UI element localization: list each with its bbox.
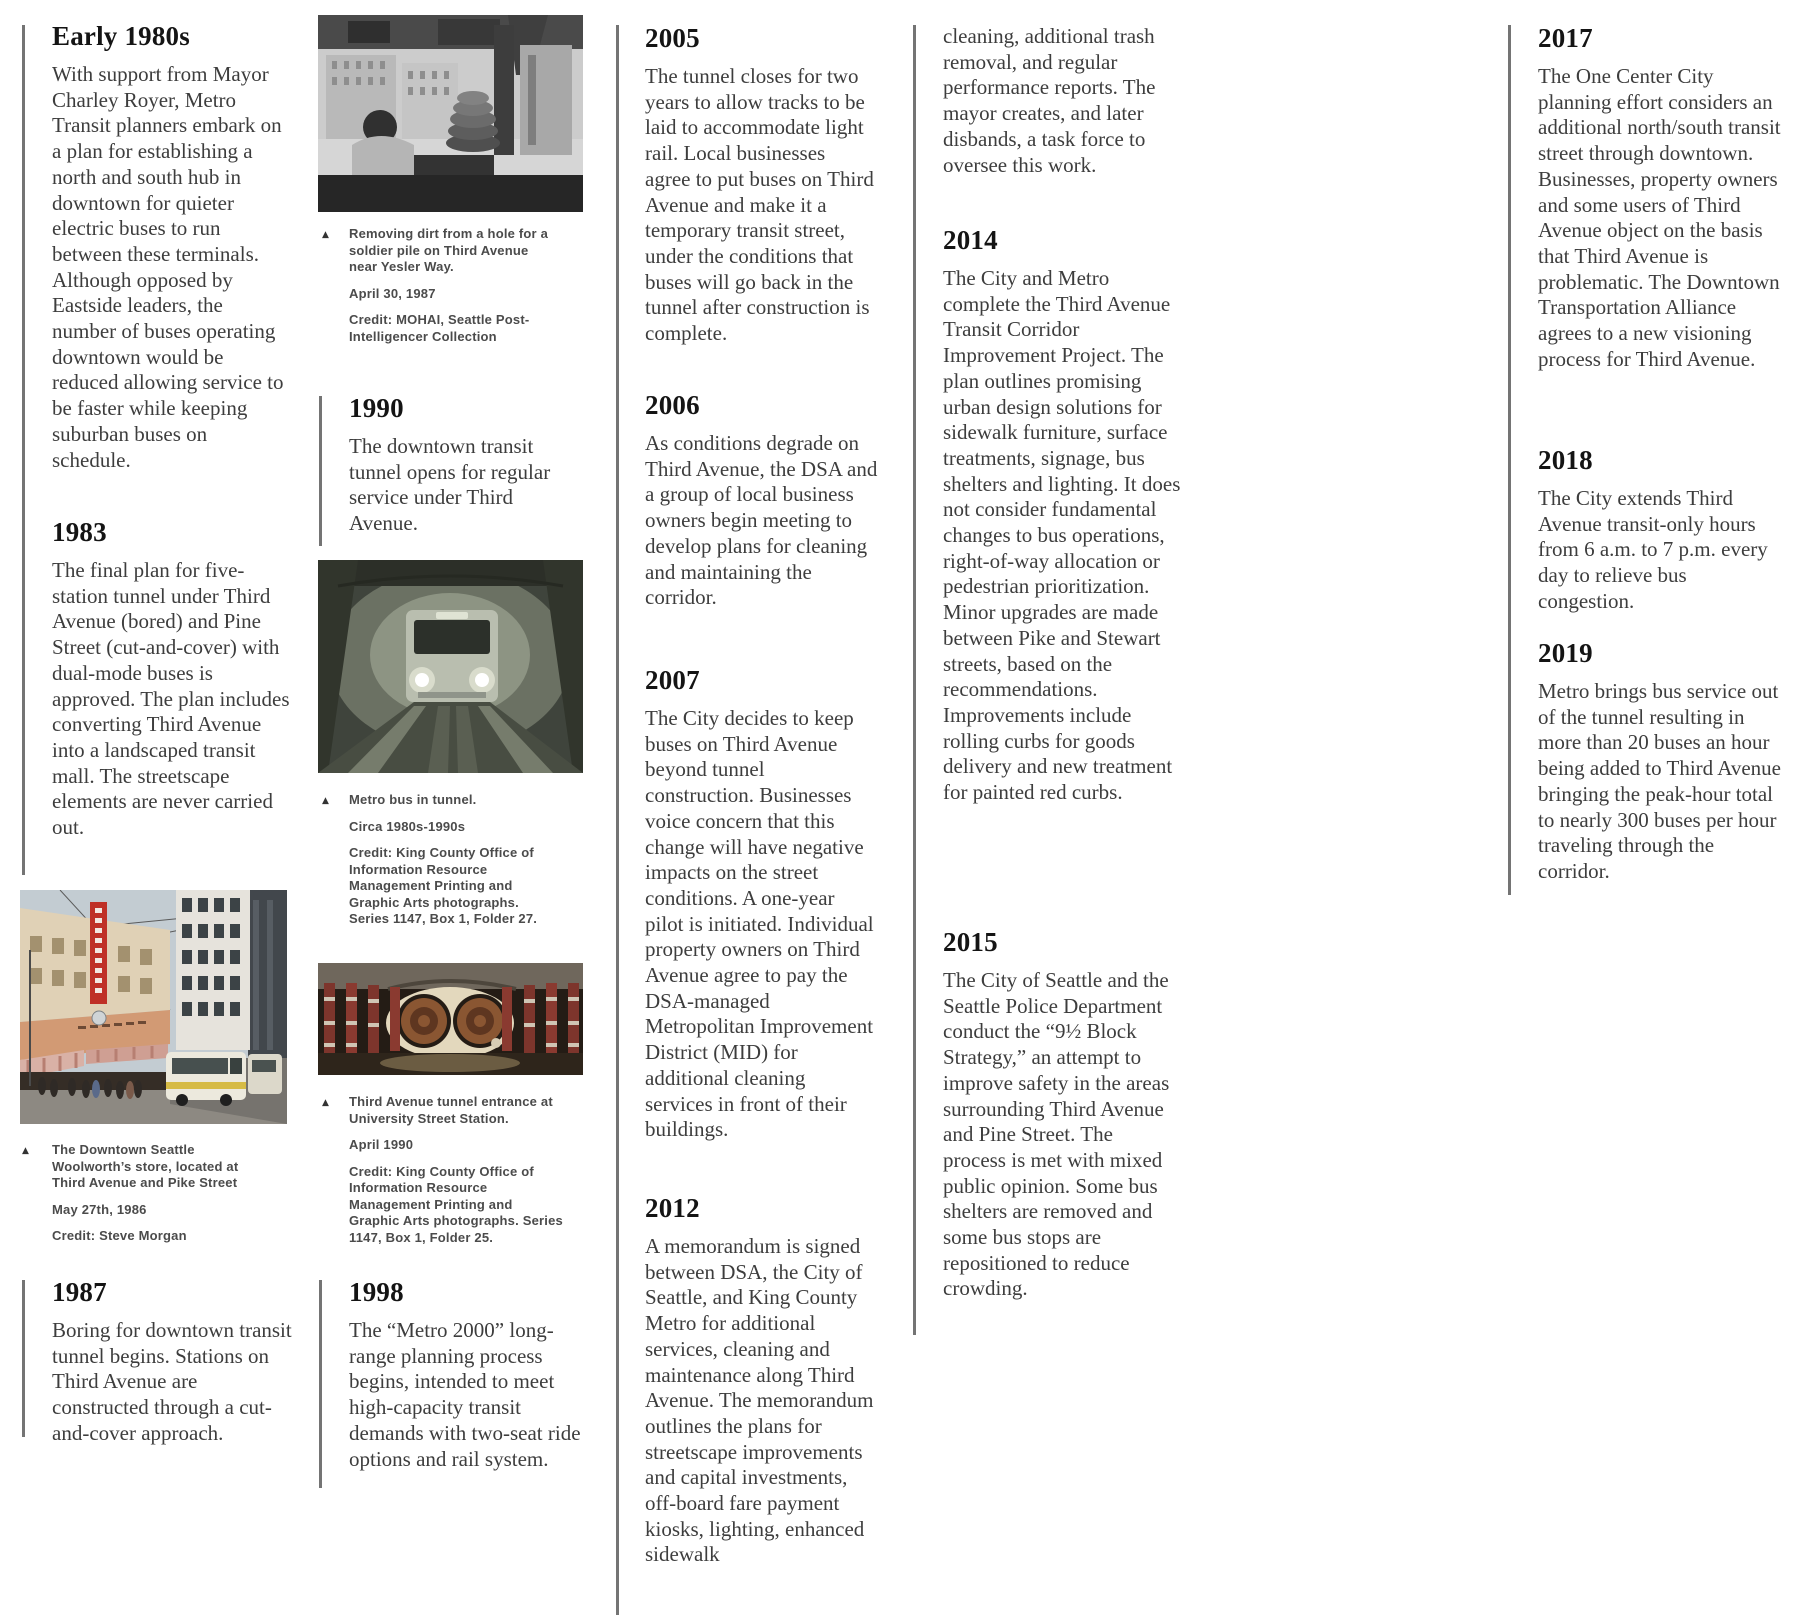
entry-early-1980s-text: With support from Mayor Charley Royer, Metro Transit planners embark on a plan for establishing a north and south hub in downtown for quieter electric buses to run between these terminals. Although opposed by Eastside leaders, the number of buses operating downtown would be reduced allowing service to be faster while keeping suburban buses on schedule.	[52, 62, 284, 472]
entry-2012-text-part2: cleaning, additional trash removal, and regular performance reports. The mayor creates, and later disbands, a task force to oversee this work.	[943, 24, 1156, 177]
entry-2019-text: Metro brings bus service out of the tunnel resulting in more than 20 buses an hour being added to Third Avenue bringing the peak-hour total to nearly 300 buses per hour traveling through the corridor.	[1538, 679, 1781, 883]
timeline-rule-col1-b	[22, 1280, 25, 1437]
caption-marker-icon: ▲	[322, 230, 330, 240]
entry-1987-year: 1987	[52, 1277, 107, 1307]
caption-marker-icon: ▲	[322, 796, 330, 806]
entry-2017-text: The One Center City planning effort considers an additional north/south transit street through downtown. Businesses, property owners and some users of Third Avenue object on the basis that Third Avenue is problematic. The Downtown Transportation Alliance agrees to a new visioning process for Third Avenue.	[1538, 64, 1781, 371]
caption-bus-tunnel-text: Metro bus in tunnel.	[349, 792, 477, 807]
entry-1990-year: 1990	[349, 393, 404, 423]
caption-construction-date: April 30, 1987	[349, 285, 436, 301]
entry-1998	[349, 1276, 583, 1472]
entry-2006	[645, 389, 880, 611]
caption-bus-tunnel-credit: Credit: King County Office of Information Resource Management Printing and Graphic Arts photographs. Series 1147, Box 1, Folder 27.	[349, 845, 538, 926]
entry-2005	[645, 22, 875, 347]
photo-woolworths	[20, 890, 287, 1124]
photo-tunnel-entrance	[318, 963, 583, 1075]
entry-2007-text: The City decides to keep buses on Third Avenue beyond tunnel construction. Businesses voice concern that this change will have negative impacts on the street conditions. A one-year pilot is initiated. Individual property owners on Third Avenue agree to pay the DSA-managed Metropolitan Improvement District (MID) for additional cleaning services in front of their buildings.	[645, 706, 874, 1142]
entry-1998-text: The “Metro 2000” long-range planning process begins, intended to meet high-capacity transit demands with two-seat ride options and rail system.	[349, 1318, 581, 1471]
entry-2005-year: 2005	[645, 23, 700, 53]
entry-2007-year: 2007	[645, 665, 700, 695]
entry-2014-text: The City and Metro complete the Third Avenue Transit Corridor Improvement Project. The plan outlines promising urban design solutions for sidewalk furniture, surface treatments, signage, bus shelters and lighting. It does not consider fundamental changes to bus operations, right-of-way allocation or pedestrian prioritization. Minor upgrades are made between Pike and Stewart streets, based on the recommendations. Improvements include rolling curbs for goods delivery and new treatment for painted red curbs.	[943, 266, 1181, 805]
entry-2012-year: 2012	[645, 1193, 700, 1223]
entry-early-1980s	[52, 20, 290, 473]
timeline-rule-col3	[616, 25, 619, 1615]
entry-early-1980s-year: Early 1980s	[52, 21, 190, 51]
tunnel-entrance-illustration	[318, 963, 583, 1075]
timeline-rule-col5	[1508, 25, 1511, 895]
entry-2012-text-part1: A memorandum is signed between DSA, the City of Seattle, and King County Metro for additional services, cleaning and maintenance along Third Avenue. The memorandum outlines the plans for streetscape improvements and capital investments, off-board fare payment kiosks, lighting, enhanced sidewalk	[645, 1234, 874, 1567]
photo-construction	[318, 15, 583, 212]
caption-tunnel-entrance-date: April 1990	[349, 1137, 414, 1152]
caption-tunnel-entrance	[322, 1094, 565, 1246]
timeline-rule-col1-a	[22, 25, 25, 875]
entry-2015-year: 2015	[943, 927, 998, 957]
caption-marker-icon: ▲	[22, 1146, 30, 1156]
entry-1990-text: The downtown transit tunnel opens for regular service under Third Avenue.	[349, 434, 551, 536]
caption-marker-icon: ▲	[322, 1098, 330, 1108]
entry-2014-year: 2014	[943, 225, 998, 255]
caption-woolworths-date: May 27th, 1986	[52, 1201, 147, 1217]
entry-2019-year: 2019	[1538, 638, 1593, 668]
entry-1983-text: The final plan for five-station tunnel under Third Avenue (bored) and Pine Street (cut-and-cover) with dual-mode buses is approved. The plan includes converting Third Avenue into a landscaped transit mall. The streetscape elements are never carried out.	[52, 558, 290, 840]
photo-bus-tunnel	[318, 560, 583, 773]
caption-bus-tunnel	[322, 792, 561, 928]
caption-woolworths	[22, 1142, 267, 1245]
entry-2017	[1538, 22, 1790, 372]
entry-2018-year: 2018	[1538, 445, 1593, 475]
caption-tunnel-entrance-text: Third Avenue tunnel entrance at University Street Station.	[349, 1094, 553, 1126]
caption-woolworths-text: The Downtown Seattle Woolworth’s store, located at Third Avenue and Pike Street	[52, 1142, 239, 1190]
caption-tunnel-entrance-credit: Credit: King County Office of Information Resource Management Printing and Graphic Arts photographs. Series 1147, Box 1, Folder 25.	[349, 1163, 563, 1245]
woolworths-illustration	[20, 890, 287, 1124]
caption-construction-text: Removing dirt from a hole for a soldier pile on Third Avenue near Yesler Way.	[349, 226, 549, 274]
entry-2012	[645, 1192, 880, 1568]
entry-2007	[645, 664, 875, 1143]
entry-2005-text: The tunnel closes for two years to allow tracks to be laid to accommodate light rail. Local businesses agree to put buses on Third Avenue and make it a temporary transit street, under the conditions that buses will go back in the tunnel after construction is complete.	[645, 64, 874, 346]
construction-illustration	[318, 15, 583, 212]
entry-2018-text: The City extends Third Avenue transit-only hours from 6 a.m. to 7 p.m. every day to relieve bus congestion.	[1538, 486, 1768, 613]
entry-2014	[943, 224, 1181, 806]
entry-1987	[52, 1276, 296, 1447]
entry-1987-text: Boring for downtown transit tunnel begins. Stations on Third Avenue are constructed through a cut-and-cover approach.	[52, 1318, 292, 1445]
entry-1990	[349, 392, 571, 537]
caption-construction	[322, 226, 554, 345]
timeline-rule-col2-a	[319, 396, 322, 546]
entry-1998-year: 1998	[349, 1277, 404, 1307]
caption-woolworths-credit: Credit: Steve Morgan	[52, 1228, 187, 1243]
entry-2017-year: 2017	[1538, 23, 1593, 53]
caption-construction-credit: Credit: MOHAI, Seattle Post-Intelligencer Collection	[349, 312, 530, 344]
timeline-rule-col4	[913, 25, 916, 1335]
entry-2006-text: As conditions degrade on Third Avenue, the DSA and a group of local business owners begin meeting to develop plans for cleaning and maintaining the corridor.	[645, 431, 878, 610]
entry-2012-continued	[943, 24, 1181, 178]
entry-1983	[52, 516, 290, 841]
entry-2019	[1538, 637, 1790, 885]
entry-2015-text: The City of Seattle and the Seattle Police Department conduct the “9½ Block Strategy,” an attempt to improve safety in the areas surrounding Third Avenue and Pine Street. The process is met with mixed public opinion. Some bus shelters are removed and some bus stops are repositioned to reduce crowding.	[943, 968, 1170, 1301]
entry-2018	[1538, 444, 1788, 615]
entry-1983-year: 1983	[52, 517, 107, 547]
timeline-rule-col2-b	[319, 1280, 322, 1488]
bus-tunnel-illustration	[318, 560, 583, 773]
caption-bus-tunnel-date: Circa 1980s-1990s	[349, 818, 466, 834]
entry-2006-year: 2006	[645, 390, 700, 420]
entry-2015	[943, 926, 1181, 1302]
